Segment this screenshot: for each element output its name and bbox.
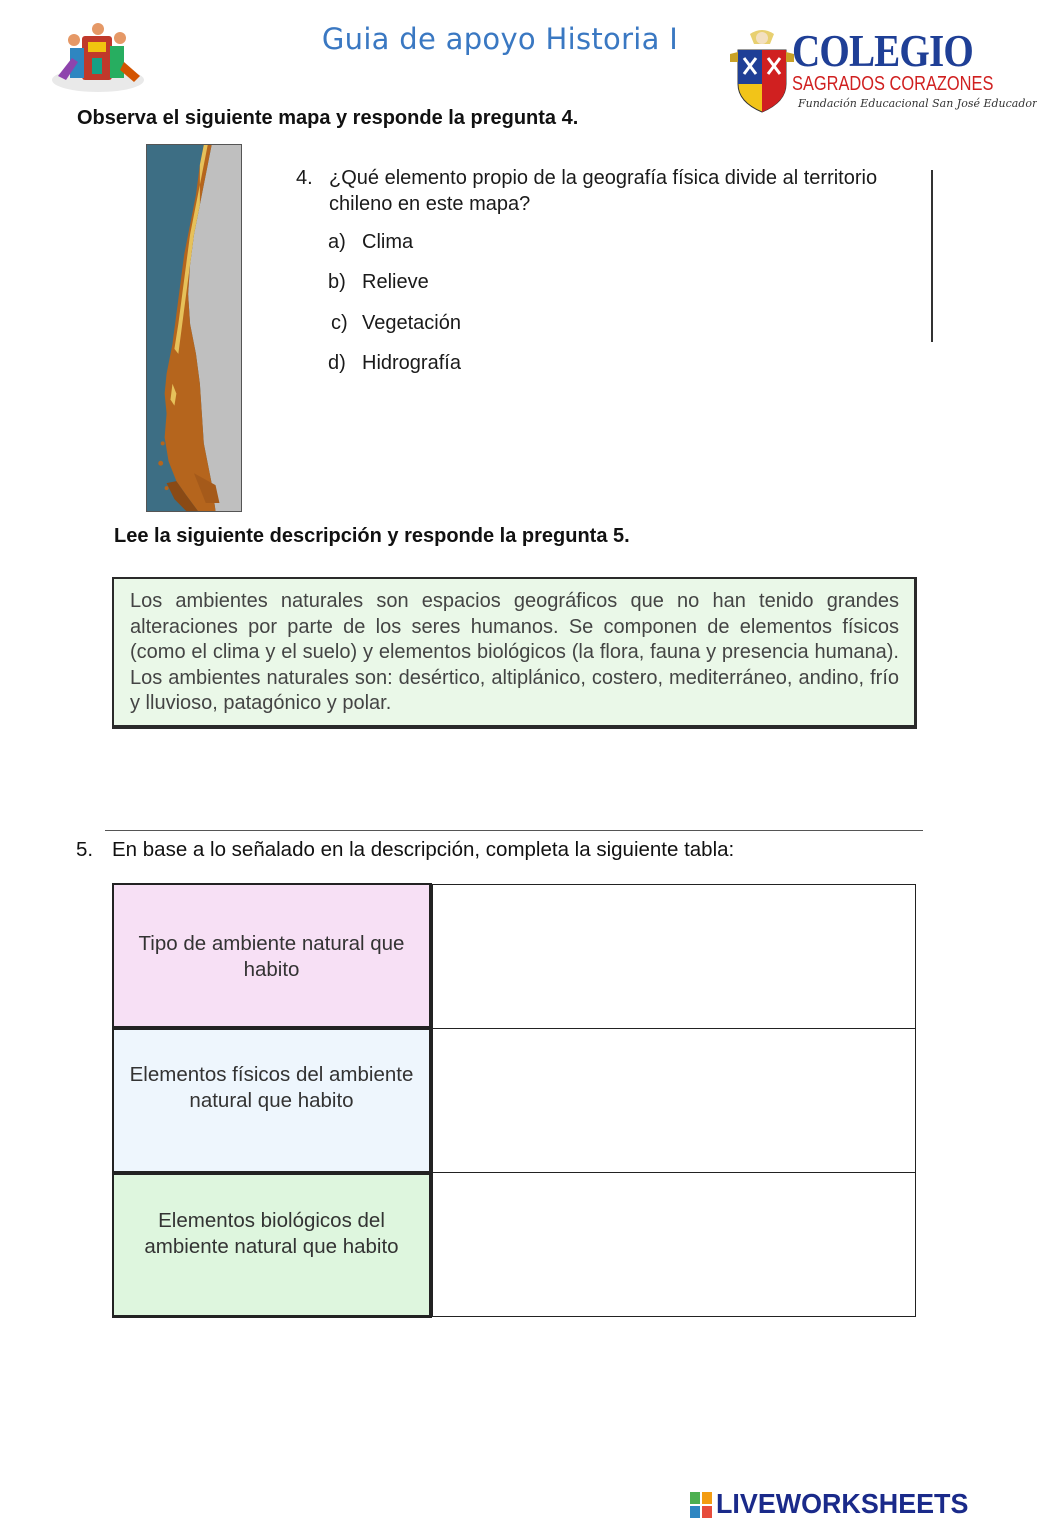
school-name: COLEGIO [792,25,973,76]
liveworksheets-brand: LIVEWORKSHEETS [716,1488,969,1519]
school-subtitle: SAGRADOS CORAZONES [792,73,994,95]
option-b[interactable] [328,271,429,294]
answer-field-biologicos[interactable] [432,1172,916,1317]
table-row-label [112,883,432,1028]
school-foundation: Fundación Educacional San José Educador [798,97,1037,110]
row-label-text: Elementos biológicos del ambiente natural que habito [144,1209,399,1258]
question-5 [76,838,734,862]
school-crest-icon [730,28,794,114]
table-row-label [112,1028,432,1173]
row-label-text: Elementos físicos del ambiente natural que habito [129,1063,414,1112]
description-text: Los ambientes naturales son espacios geográficos que no han tenido grandes alteraciones por parte de los seres humanos. Se componen de elementos físicos (como el clima y el suelo) y elementos biológicos (la flora, fauna y presencia humana). Los ambientes naturales son: desértico, altiplánico, costero, mediterráneo, andino, frío y lluvioso, patagónico y polar. [130,590,899,714]
option-d[interactable] [328,352,461,375]
answer-field-fisicos[interactable] [432,1028,916,1173]
question-5-number: 5. [76,838,94,861]
option-letter: a) [328,231,346,253]
option-label: Vegetación [362,312,461,334]
description-box [112,577,917,729]
question-4 [296,165,896,225]
horizontal-divider [105,830,923,831]
map-instruction: Observa el siguiente mapa y responde la pregunta 4. [77,107,579,129]
document-title: Guia de apoyo Historia I [321,22,679,56]
option-c[interactable] [331,312,461,335]
liveworksheets-logo[interactable] [690,1488,990,1522]
option-label: Relieve [362,271,429,293]
liveworksheets-icon [690,1492,712,1518]
chile-map-image [146,144,242,512]
option-a[interactable] [328,231,413,254]
table-row-label [112,1173,432,1318]
answer-field-tipo[interactable] [432,884,916,1029]
option-letter: d) [328,352,346,374]
description-instruction: Lee la siguiente descripción y responde la pregunta 5. [114,525,630,547]
vertical-divider [931,170,933,342]
option-label: Clima [362,231,414,253]
option-letter: b) [328,271,346,293]
answer-table [112,883,916,1318]
row-label-text: Tipo de ambiente natural que habito [138,932,405,981]
question-4-number: 4. [296,167,313,189]
question-4-text: ¿Qué elemento propio de la geografía física divide al territorio chileno en este mapa? [329,167,878,215]
option-letter: c) [331,312,348,334]
question-5-text: En base a lo señalado en la descripción, completa la siguiente tabla: [112,838,735,861]
option-label: Hidrografía [362,352,461,374]
